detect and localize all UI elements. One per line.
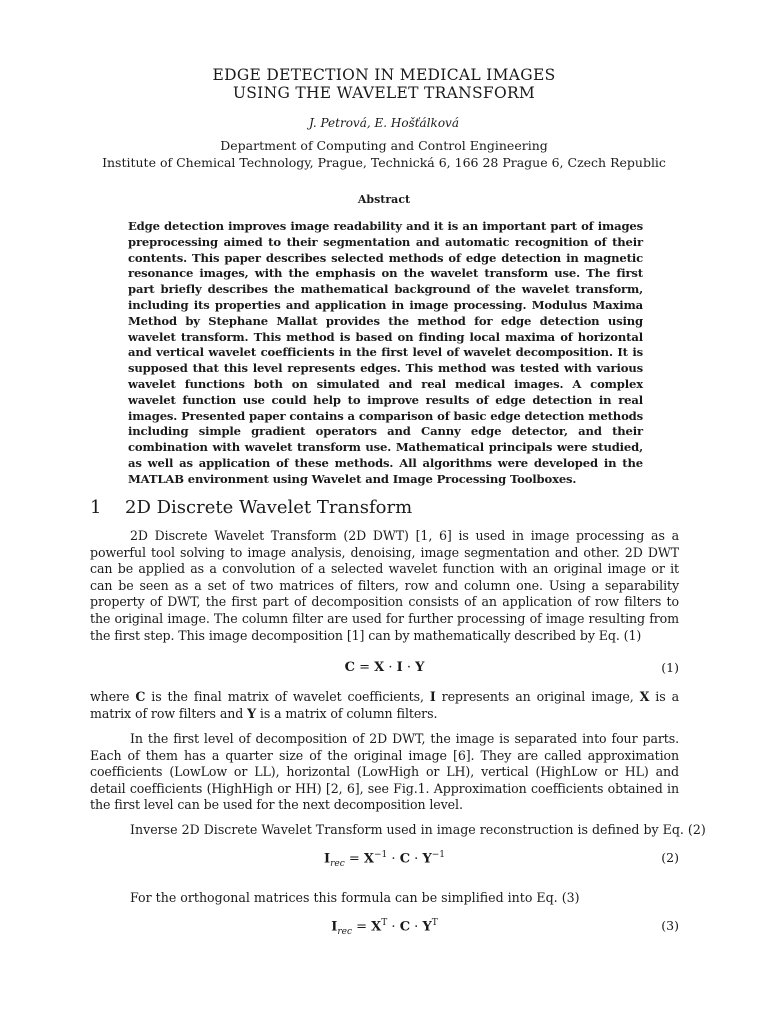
paragraph-first-level: In the first level of decomposition of 2D DWT, the image is separated into four parts. Each of them has a quarter size of the original image [6]. They are called approximation coefficients (LowLow or LL), horizontal (LowHigh or LH), vertical (HighLow or HL) and detail coefficients (HighHigh or HH) [2, 6], see Fig.1. Approximation coefficients obtained in the first level can be used for the next decomposition level. [90, 731, 679, 813]
section-number: 1 [90, 497, 102, 518]
paragraph-intro: 2D Discrete Wavelet Transform (2D DWT) [1, 6] is used in image processing as a powerful tool solving to image analysis, denoising, image segmentation and other. 2D DWT can be applied as a convolution of a selected wavelet function with an original image or it can be seen as a set of two matrices of filters, row and column one. Using a separability property of DWT, the first part of decomposition consists of an application of row filters to the original image. The column filter are used for further processing of image resulting from the first step. This image decomposition [1] can by mathematically described by Eq. (1) [90, 528, 679, 643]
paragraph-orthogonal: For the orthogonal matrices this formula can be simplified into Eq. (3) [130, 890, 580, 905]
equation-3 [90, 918, 679, 938]
section-heading [90, 497, 412, 518]
abstract-heading: Abstract [357, 193, 411, 206]
affiliation-institute: Institute of Chemical Technology, Prague, Technická 6, 166 28 Prague 6, Czech Republic [102, 155, 666, 170]
abstract-text: Edge detection improves image readability and it is an important part of images preprocessing aimed to their segmentation and automatic recognition of their contents. This paper describes selected methods of edge detection in magnetic resonance images, with the emphasis on the wavelet transform use. The first part briefly describes the mathematical background of the wavelet transform, including its properties and application in image processing. Modulus Maxima Method by Stephane Mallat provides the method for edge detection using wavelet transform. This method is based on finding local maxima of horizontal and vertical wavelet coefficients in the first level of wavelet decomposition. It is supposed that this level represents edges. This method was tested with various wavelet functions both on simulated and real medical images. A complex wavelet function use could help to improve results of edge detection in real images. Presented paper contains a comparison of basic edge detection methods including simple gradient operators and Canny edge detector, and their combination with wavelet transform use. Mathematical principals were studied, as well as application of these methods. All algorithms were developed in the MATLAB environment using Wavelet and Image Processing Toolboxes. [128, 219, 643, 486]
title-line-1: EDGE DETECTION IN MEDICAL IMAGES [212, 66, 556, 84]
section-title: 2D Discrete Wavelet Transform [125, 497, 413, 518]
equation-2 [90, 850, 679, 870]
equation-2-formula: $I_{rec} = X^{-1} \cdot C \cdot Y^{-1}$ [323, 850, 446, 869]
paper-title [0, 66, 768, 102]
equation-3-formula: $I_{rec} = X^T \cdot C \cdot Y^T$ [331, 918, 438, 937]
paragraph-inverse: Inverse 2D Discrete Wavelet Transform used in image reconstruction is defined by Eq. (2) [130, 822, 706, 837]
title-line-2: USING THE WAVELET TRANSFORM [232, 84, 536, 102]
equation-1-number: (1) [661, 660, 679, 675]
equation-1-formula: C = X · I · Y [344, 660, 425, 675]
equation-2-number: (2) [661, 850, 679, 865]
equation-1 [90, 660, 679, 680]
authors: J. Petrová, E. Hošťálková [309, 116, 459, 130]
affiliation-department: Department of Computing and Control Engineering [220, 138, 548, 153]
equation-3-number: (3) [661, 918, 679, 933]
paragraph-where: where C is the final matrix of wavelet coefficients, I represents an original image, X is a matrix of row filters and Y is a matrix of column filters. [90, 689, 679, 721]
